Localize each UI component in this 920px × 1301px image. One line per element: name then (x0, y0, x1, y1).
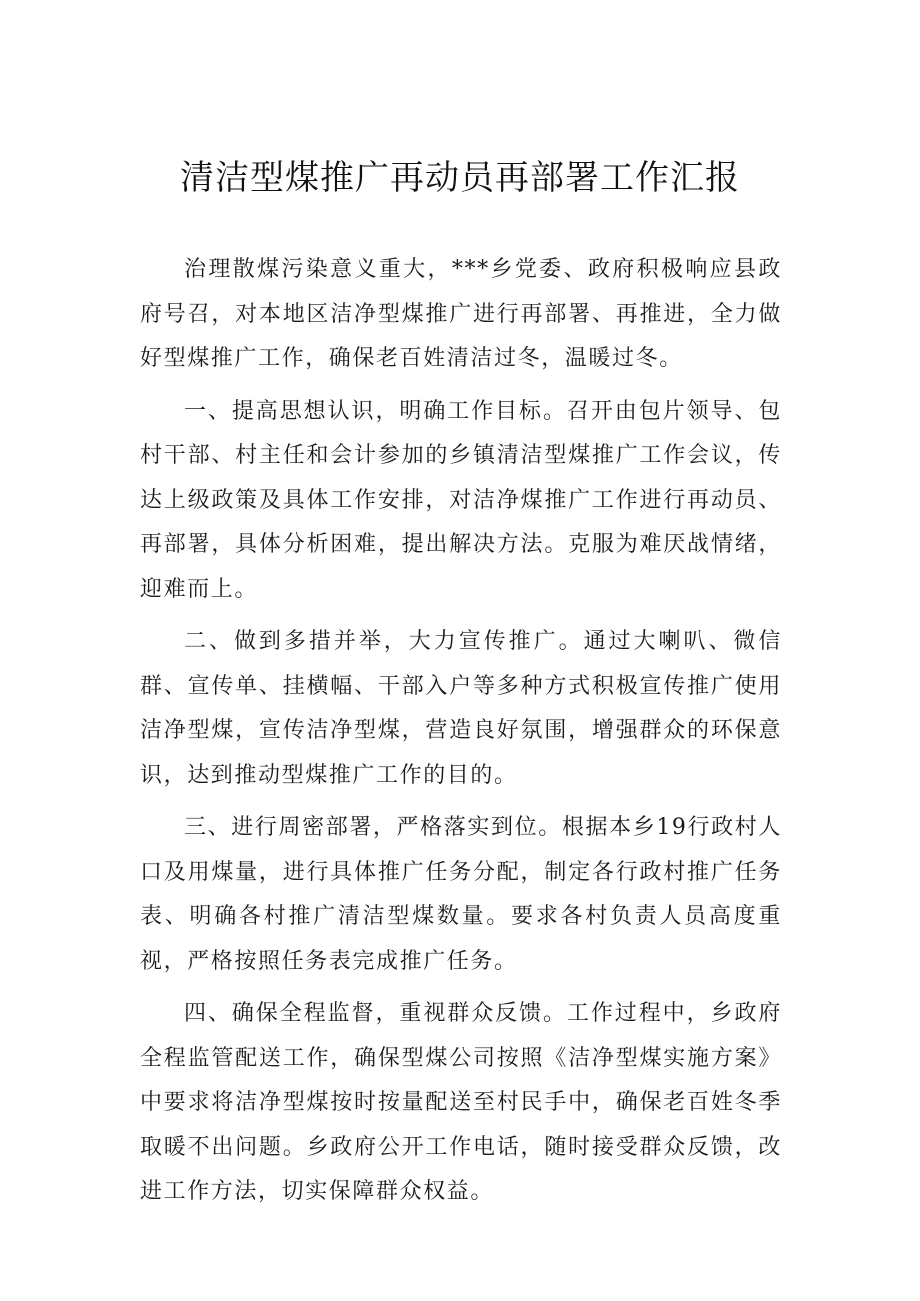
paragraph-section-1: 一、提高思想认识，明确工作目标。召开由包片领导、包村干部、村主任和会计参加的乡镇清洁型煤推广工作会议，传达上级政策及具体工作安排，对洁净煤推广工作进行再动员、再部署，具体分析困难，提出解决方法。克服为难厌战情绪，迎难而上。 (140, 398, 782, 602)
document-body (140, 248, 782, 1223)
paragraph-intro: 治理散煤污染意义重大，***乡党委、政府积极响应县政府号召，对本地区洁净型煤推广进行再部署、再推进，全力做好型煤推广工作，确保老百姓清洁过冬，温暖过冬。 (140, 257, 782, 371)
paragraph-section-3: 三、进行周密部署，严格落实到位。根据本乡19行政村人口及用煤量，进行具体推广任务分配，制定各行政村推广任务表、明确各村推广清洁型煤数量。要求各村负责人员高度重视，严格按照任务表完成推广任务。 (140, 815, 782, 974)
paragraph-section-2: 二、做到多措并举，大力宣传推广。通过大喇叭、微信群、宣传单、挂横幅、干部入户等多种方式积极宣传推广使用洁净型煤，宣传洁净型煤，营造良好氛围，增强群众的环保意识，达到推动型煤推广工作的目的。 (140, 629, 782, 788)
paragraph-section-4: 四、确保全程监督，重视群众反馈。工作过程中，乡政府全程监管配送工作，确保型煤公司按照《洁净型煤实施方案》中要求将洁净型煤按时按量配送至村民手中，确保老百姓冬季取暖不出问题。乡政府公开工作电话，随时接受群众反馈，改进工作方法，切实保障群众权益。 (140, 1001, 782, 1204)
document-title: 清洁型煤推广再动员再部署工作汇报 (180, 158, 740, 198)
